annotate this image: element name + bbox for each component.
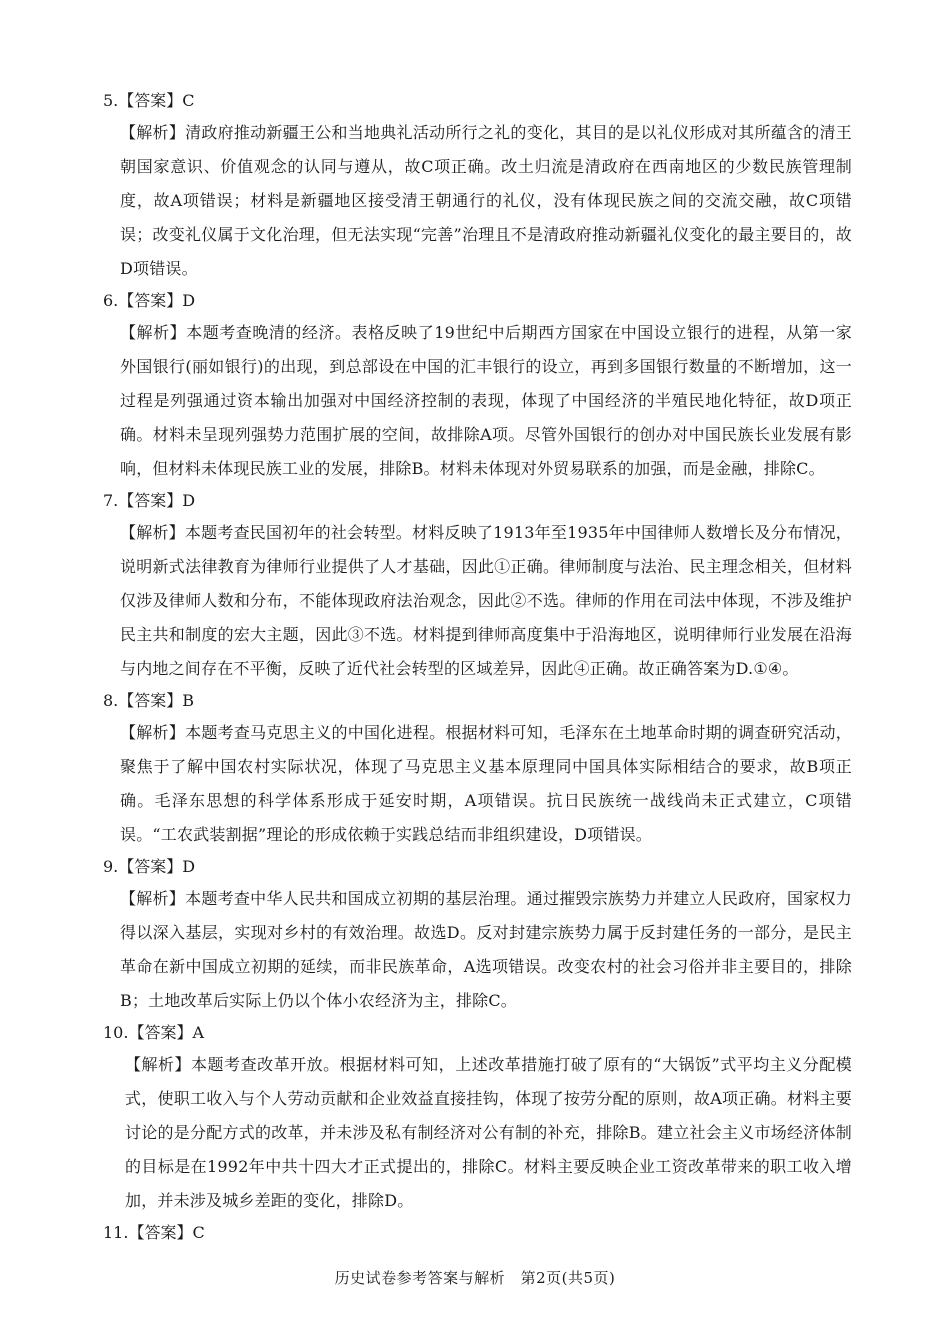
analysis-text: 【解析】本题考查改革开放。根据材料可知，上述改革措施打破了原有的“大锅饭”式平均主义分配模式，使职工收入与个人劳动贡献和企业效益直接挂钩，体现了按劳分配的原则，故A项正确。材料主要讨论的是分配方式的改革，并未涉及私有制经济对公有制的补充，排除B。建立社会主义市场经济体制的目标是在1992年中共十四大才正式提出的，排除C。材料主要反映企业工资改革带来的职工收入增加，并未涉及城乡差距的变化，排除D。	[125, 1055, 852, 1210]
answer-item-5	[103, 86, 853, 286]
answer-label: 5.【答案】C	[103, 91, 195, 110]
answer-label: 6.【答案】D	[103, 291, 196, 310]
analysis-text: 【解析】清政府推动新疆王公和当地典礼活动所行之礼的变化，其目的是以礼仪形成对其所蕴含的清王朝国家意识、价值观念的认同与遵从，故C项正确。改土归流是清政府在西南地区的少数民族管理制度，故A项错误；材料是新疆地区接受清王朝通行的礼仪，没有体现民族之间的交流交融，故C项错误；改变礼仪属于文化治理，但无法实现“完善”治理且不是清政府推动新疆礼仪变化的最主要目的，故D项错误。	[120, 123, 852, 278]
answer-label: 11.【答案】C	[103, 1223, 205, 1242]
answer-item-7	[103, 486, 853, 686]
answer-item-8	[103, 686, 853, 852]
answer-item-9	[103, 852, 853, 1018]
analysis-text: 【解析】本题考查晚清的经济。表格反映了19世纪中后期西方国家在中国设立银行的进程，从第一家外国银行(丽如银行)的出现，到总部设在中国的汇丰银行的设立，再到多国银行数量的不断增加，这一过程是列强通过资本输出加强对中国经济控制的表现，体现了中国经济的半殖民地化特征，故D项正确。材料未呈现列强势力范围扩展的空间，故排除A项。尽管外国银行的创办对中国民族长业发展有影响，但材料未体现民族工业的发展，排除B。材料未体现对外贸易联系的加强，而是金融，排除C。	[120, 323, 852, 478]
analysis-text: 【解析】本题考查马克思主义的中国化进程。根据材料可知，毛泽东在土地革命时期的调查研究活动，聚焦于了解中国农村实际状况，体现了马克思主义基本原理同中国具体实际相结合的要求，故B项正确。毛泽东思想的科学体系形成于延安时期，A项错误。抗日民族统一战线尚未正式建立，C项错误。“工农武装割据”理论的形成依赖于实践总结而非组织建设，D项错误。	[120, 723, 852, 844]
answer-label: 10.【答案】A	[103, 1023, 205, 1042]
answer-item-11	[103, 1218, 853, 1248]
answer-label: 7.【答案】D	[103, 491, 196, 510]
answer-label: 8.【答案】B	[103, 691, 195, 710]
analysis-text: 【解析】本题考查民国初年的社会转型。材料反映了1913年至1935年中国律师人数增长及分布情况，说明新式法律教育为律师行业提供了人才基础，因此①正确。律师制度与法治、民主理念相关，但材料仅涉及律师人数和分布，不能体现政府法治观念，因此②不选。律师的作用在司法中体现，不涉及维护民主共和制度的宏大主题，因此③不选。材料提到律师高度集中于沿海地区，说明律师行业发展在沿海与内地之间存在不平衡，反映了近代社会转型的区域差异，因此④正确。故正确答案为D.①④。	[120, 523, 852, 678]
answer-item-10	[103, 1018, 853, 1218]
analysis-text: 【解析】本题考查中华人民共和国成立初期的基层治理。通过摧毁宗族势力并建立人民政府，国家权力得以深入基层，实现对乡村的有效治理。故选D。反对封建宗族势力属于反封建任务的一部分，是民主革命在新中国成立初期的延续，而非民族革命，A选项错误。改变农村的社会习俗并非主要目的，排除B；土地改革后实际上仍以个体小农经济为主，排除C。	[120, 889, 852, 1010]
answer-list	[103, 86, 853, 1248]
page-footer: 历史试卷参考答案与解析 第2页(共5页)	[334, 1269, 616, 1287]
answer-item-6	[103, 286, 853, 486]
answer-label: 9.【答案】D	[103, 857, 196, 876]
